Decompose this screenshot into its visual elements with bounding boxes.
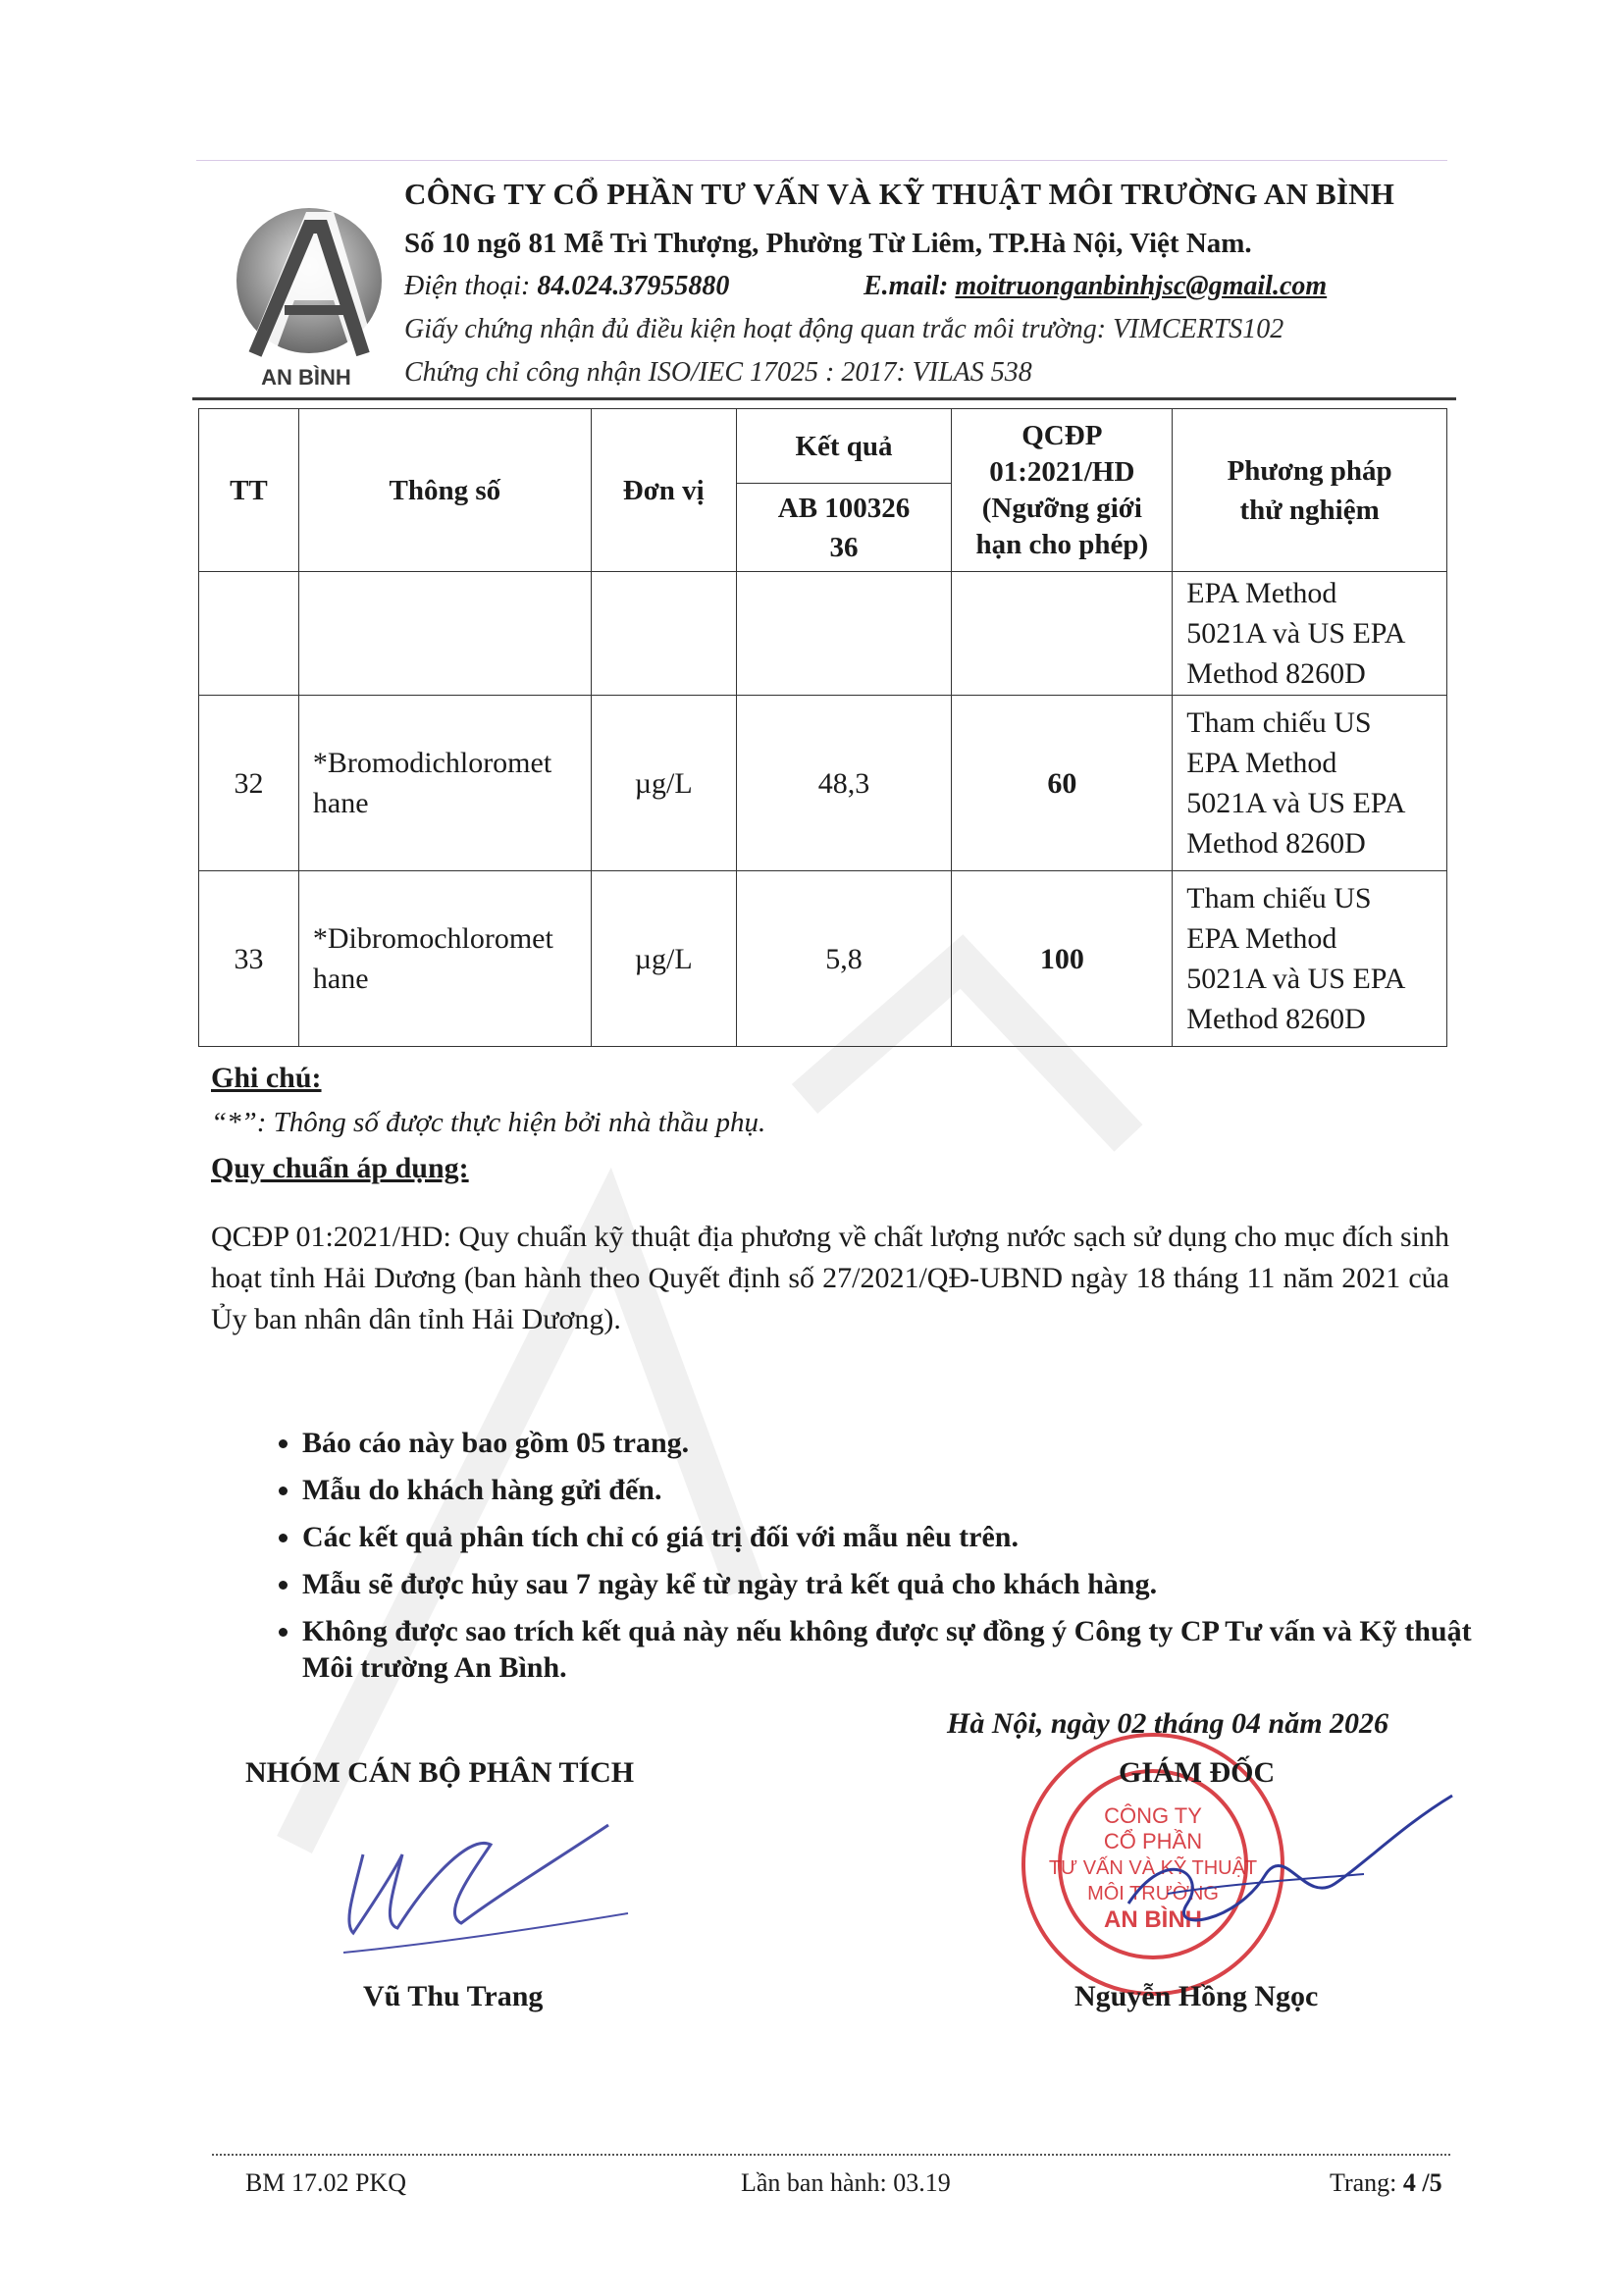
- method-line-1: Phương pháp: [1227, 454, 1392, 487]
- table-row: [199, 696, 1447, 871]
- results-table: [198, 408, 1447, 1047]
- cell-param: [298, 871, 591, 1047]
- method-text: Method 8260D: [1186, 827, 1366, 860]
- cell-tt: 33: [199, 871, 299, 1047]
- footer-divider: [212, 2154, 1450, 2156]
- svg-text:CỔ PHẦN: CỔ PHẦN: [1103, 1829, 1203, 1853]
- list-item: • Không được sao trích kết quả này nếu không được sự đồng ý Công ty CP Tư vấn và Kỹ thuật Môi trường An Bình.: [302, 1613, 1499, 1686]
- param-text: hane: [312, 963, 369, 995]
- cell-tt: [199, 572, 299, 696]
- header-method: [1173, 409, 1447, 572]
- email-label: E.mail:: [864, 271, 949, 301]
- svg-text:MÔI TRƯỜNG: MÔI TRƯỜNG: [1087, 1883, 1219, 1905]
- method-text: Method 8260D: [1186, 657, 1366, 690]
- analyst-signature: [324, 1815, 638, 1962]
- form-code: BM 17.02 PKQ: [245, 2168, 406, 2197]
- limit-line-2: 01:2021/HD: [989, 455, 1135, 488]
- company-phone: [404, 271, 729, 302]
- method-line-2: thử nghiệm: [1239, 494, 1380, 526]
- cell-param: [298, 572, 591, 696]
- limit-line-1: QCĐP: [1021, 419, 1103, 451]
- email-link[interactable]: moitruonganbinhjsc@gmail.com: [955, 271, 1328, 301]
- director-name: Nguyễn Hồng Ngọc: [1074, 1980, 1319, 2012]
- phone-value: 84.024.37955880: [537, 271, 730, 301]
- cell-result: 48,3: [736, 696, 952, 871]
- table-row: [199, 572, 1447, 696]
- method-text: EPA Method: [1186, 577, 1337, 609]
- notes-title: Ghi chú:: [211, 1062, 322, 1094]
- iso-certificate: Chứng chỉ công nhận ISO/IEC 17025 : 2017: VILAS 538: [404, 357, 1032, 388]
- table-row: [199, 871, 1447, 1047]
- analyst-name: Vũ Thu Trang: [363, 1980, 544, 2012]
- header-result: Kết quả: [736, 409, 952, 484]
- director-signature: [1109, 1786, 1462, 1962]
- cell-param: [298, 696, 591, 871]
- page-value: 4 /5: [1402, 2168, 1442, 2197]
- method-text: 5021A và US EPA: [1186, 617, 1406, 650]
- analysis-team-title: NHÓM CÁN BỘ PHÂN TÍCH: [245, 1756, 635, 1789]
- page-number: [1330, 2168, 1442, 2198]
- company-logo: [216, 192, 397, 389]
- notes-text: “*”: Thông số được thực hiện bởi nhà thầu phụ.: [211, 1107, 766, 1138]
- list-item: • Các kết quả phân tích chỉ có giá trị đối với mẫu nêu trên.: [302, 1519, 1499, 1555]
- cell-tt: 32: [199, 696, 299, 871]
- param-text: *Bromodichloromet: [312, 747, 552, 779]
- cell-unit: µg/L: [591, 871, 736, 1047]
- cell-result: 5,8: [736, 871, 952, 1047]
- cell-unit: µg/L: [591, 696, 736, 871]
- page-label: Trang:: [1330, 2168, 1397, 2197]
- cell-limit: 100: [952, 871, 1173, 1047]
- cell-limit: 60: [952, 696, 1173, 871]
- cell-result: [736, 572, 952, 696]
- monitoring-certificate: Giấy chứng nhận đủ điều kiện hoạt động quan trắc môi trường: VIMCERTS102: [404, 314, 1284, 344]
- company-email: [864, 271, 1327, 302]
- list-item: • Mẫu sẽ được hủy sau 7 ngày kể từ ngày trả kết quả cho khách hàng.: [302, 1566, 1499, 1602]
- method-text: Tham chiếu US: [1186, 882, 1372, 914]
- list-item: • Mẫu do khách hàng gửi đến.: [302, 1472, 1499, 1508]
- company-name: CÔNG TY CỔ PHẦN TƯ VẤN VÀ KỸ THUẬT MÔI TRƯỜNG AN BÌNH: [404, 177, 1395, 211]
- issue-date: Hà Nội, ngày 02 tháng 04 năm 2026: [947, 1707, 1389, 1740]
- method-text: 5021A và US EPA: [1186, 963, 1406, 995]
- remarks-list: [253, 1425, 1499, 1696]
- company-address: Số 10 ngõ 81 Mễ Trì Thượng, Phường Từ Liêm, TP.Hà Nội, Việt Nam.: [404, 228, 1252, 259]
- method-text: Method 8260D: [1186, 1003, 1366, 1035]
- director-title: GIÁM ĐỐC: [1119, 1756, 1276, 1789]
- header-tt: TT: [199, 409, 299, 572]
- regulation-text: QCĐP 01:2021/HD: Quy chuẩn kỹ thuật địa phương về chất lượng nước sạch sử dụng cho mục đích sinh hoạt tỉnh Hải Dương (ban hành theo Quyết định số 27/2021/QĐ-UBND ngày 18 tháng 11 năm 2021 của Ủy ban nhân dân tỉnh Hải Dương).: [211, 1221, 1449, 1335]
- cell-unit: [591, 572, 736, 696]
- header-unit: Đơn vị: [591, 409, 736, 572]
- cell-limit: [952, 572, 1173, 696]
- method-text: Tham chiếu US: [1186, 706, 1372, 739]
- limit-line-3: (Ngưỡng giới: [981, 492, 1142, 524]
- phone-label: Điện thoại:: [404, 271, 531, 301]
- limit-line-4: hạn cho phép): [975, 528, 1149, 560]
- param-text: hane: [312, 787, 369, 819]
- cell-method: [1173, 572, 1447, 696]
- svg-text:TƯ VẤN VÀ KỸ THUẬT: TƯ VẤN VÀ KỸ THUẬT: [1048, 1857, 1258, 1879]
- header-guide-line: [196, 160, 1447, 161]
- header-sample-id: [736, 484, 952, 572]
- header-limit: [952, 409, 1173, 572]
- svg-text:AN BÌNH: AN BÌNH: [1104, 1906, 1202, 1933]
- revision-number: Lần ban hành: 03.19: [741, 2168, 951, 2197]
- sample-id-line-1: AB 100326: [777, 492, 911, 524]
- header-param: Thông số: [298, 409, 591, 572]
- svg-text:AN BÌNH: AN BÌNH: [261, 365, 351, 389]
- method-text: EPA Method: [1186, 747, 1337, 779]
- list-item: • Báo cáo này bao gồm 05 trang.: [302, 1425, 1499, 1461]
- svg-text:CÔNG TY: CÔNG TY: [1104, 1803, 1202, 1828]
- method-text: EPA Method: [1186, 922, 1337, 955]
- param-text: *Dibromochloromet: [312, 922, 553, 955]
- regulation-title: Quy chuẩn áp dụng:: [211, 1152, 469, 1184]
- cell-method: [1173, 871, 1447, 1047]
- cell-method: [1173, 696, 1447, 871]
- sample-id-line-2: 36: [829, 531, 859, 563]
- header-divider: [192, 397, 1456, 400]
- method-text: 5021A và US EPA: [1186, 787, 1406, 819]
